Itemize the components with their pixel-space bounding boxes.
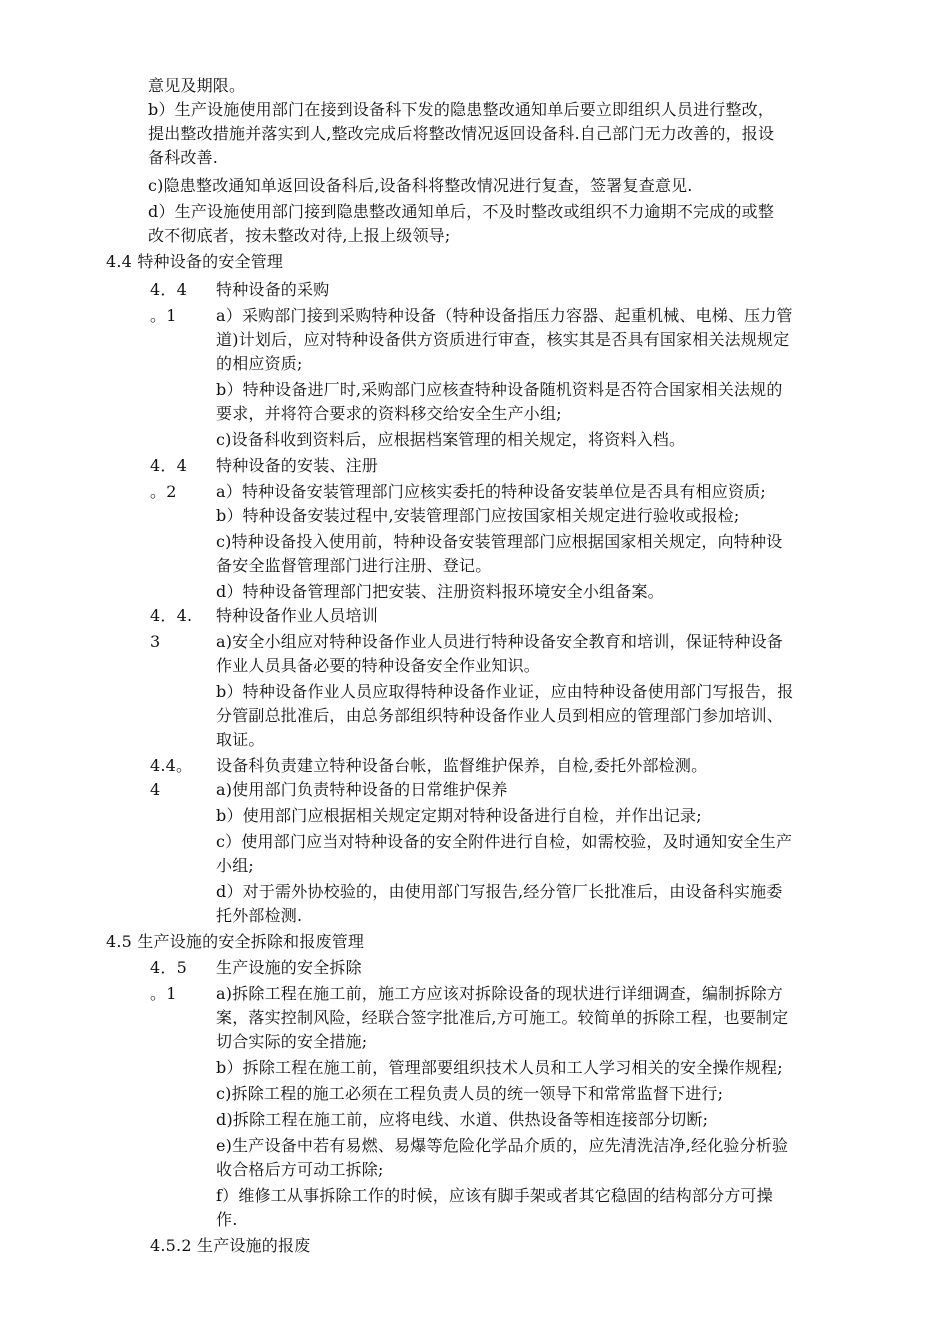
text-line: 4．4 bbox=[150, 456, 187, 475]
text-line: d)拆除工程在施工前，应将电线、水道、供热设备等相连接部分切断; bbox=[216, 1110, 709, 1129]
text-line: 分管副总批准后，由总务部组织特种设备作业人员到相应的管理部门参加培训、 bbox=[216, 706, 784, 725]
text-line: 4．5 bbox=[150, 958, 187, 977]
text-line: 特种设备的安装、注册 bbox=[216, 456, 379, 475]
text-line: 备安全监督管理部门进行注册、登记。 bbox=[216, 556, 492, 575]
text-line: c)拆除工程的施工必须在工程负责人员的统一领导下和常常监督下进行; bbox=[216, 1084, 724, 1103]
text-line: 。1 bbox=[150, 984, 177, 1003]
text-line: b）使用部门应根据相关规定定期对特种设备进行自检，并作出记录; bbox=[216, 806, 702, 825]
text-line: 取证。 bbox=[216, 730, 265, 749]
text-line: c)特种设备投入使用前，特种设备安装管理部门应根据国家相关规定，向特种设 bbox=[216, 532, 783, 551]
text-line: 4 bbox=[150, 780, 161, 799]
text-line: b）拆除工程在施工前，管理部要组织技术人员和工人学习相关的安全操作规程; bbox=[216, 1058, 783, 1077]
text-line: c)隐患整改通知单返回设备科后,设备科将整改情况进行复查，签署复查意见. bbox=[148, 176, 693, 195]
text-line: 作业人员具备必要的特种设备安全作业知识。 bbox=[216, 656, 541, 675]
text-line: f）维修工从事拆除工作的时候，应该有脚手架或者其它稳固的结构部分方可操 bbox=[216, 1186, 773, 1205]
text-line: a）特种设备安装管理部门应核实委托的特种设备安装单位是否具有相应资质; bbox=[216, 482, 766, 501]
text-line: 4.4 特种设备的安全管理 bbox=[106, 252, 284, 271]
text-line: 要求，并将符合要求的资料移交给安全生产小组; bbox=[216, 404, 562, 423]
text-line: 提出整改措施并落实到人,整改完成后将整改情况返回设备科.自己部门无力改善的，报设 bbox=[148, 124, 775, 143]
text-line: b）特种设备安装过程中,安装管理部门应按国家相关规定进行验收或报检; bbox=[216, 506, 740, 525]
text-line: 意见及期限。 bbox=[148, 76, 246, 95]
text-line: a)使用部门负责特种设备的日常维护保养 bbox=[216, 780, 508, 799]
text-line: d）生产设施使用部门接到隐患整改通知单后，不及时整改或组织不力逾期不完成的或整 bbox=[148, 202, 775, 221]
text-line: 。2 bbox=[150, 482, 177, 501]
text-line: a)安全小组应对特种设备作业人员进行特种设备安全教育和培训，保证特种设备 bbox=[216, 632, 783, 651]
text-line: 道)计划后，应对特种设备供方资质进行审查，核实其是否具有国家相关法规规定 bbox=[216, 330, 790, 349]
text-line: 4.5 生产设施的安全拆除和报废管理 bbox=[106, 932, 365, 951]
text-line: 改不彻底者，按未整改对待,上报上级领导; bbox=[148, 226, 451, 245]
text-line: b）特种设备进厂时,采购部门应核查特种设备随机资料是否符合国家相关法规的 bbox=[216, 380, 783, 399]
text-line: 4.5.2 生产设施的报废 bbox=[150, 1236, 311, 1255]
text-line: 特种设备的采购 bbox=[216, 280, 330, 299]
text-line: 生产设施的安全拆除 bbox=[216, 958, 362, 977]
text-line: 4.4。 bbox=[150, 756, 193, 775]
text-line: a)拆除工程在施工前，施工方应该对拆除设备的现状进行详细调查，编制拆除方 bbox=[216, 984, 783, 1003]
text-line: b）生产设施使用部门在接到设备科下发的隐患整改通知单后要立即组织人员进行整改， bbox=[148, 100, 775, 119]
text-line: 备科改善. bbox=[148, 148, 219, 167]
text-line: 切合实际的安全措施; bbox=[216, 1032, 368, 1051]
text-line: 作. bbox=[216, 1210, 238, 1229]
text-line: 4．4. bbox=[150, 606, 193, 625]
text-line: 特种设备作业人员培训 bbox=[216, 606, 379, 625]
text-line: b）特种设备作业人员应取得特种设备作业证，应由特种设备使用部门写报告，报 bbox=[216, 682, 794, 701]
text-line: 的相应资质; bbox=[216, 354, 303, 373]
text-line: 。1 bbox=[150, 306, 177, 325]
text-line: c）使用部门应当对特种设备的安全附件进行自检，如需校验，及时通知安全生产 bbox=[216, 832, 793, 851]
text-line: a）采购部门接到采购特种设备（特种设备指压力容器、起重机械、电梯、压力管 bbox=[216, 306, 793, 325]
text-line: 设备科负责建立特种设备台帐，监督维护保养，自检,委托外部检测。 bbox=[216, 756, 708, 775]
text-line: d）对于需外协校验的，由使用部门写报告,经分管厂长批准后，由设备科实施委 bbox=[216, 882, 783, 901]
text-line: 收合格后方可动工拆除; bbox=[216, 1160, 384, 1179]
text-line: e)生产设备中若有易燃、易爆等危险化学品介质的，应先清洗洁净,经化验分析验 bbox=[216, 1136, 789, 1155]
text-line: d）特种设备管理部门把安装、注册资料报环境安全小组备案。 bbox=[216, 582, 664, 601]
text-line: c)设备科收到资料后，应根据档案管理的相关规定，将资料入档。 bbox=[216, 430, 686, 449]
text-line: 3 bbox=[150, 632, 161, 651]
text-line: 小组; bbox=[216, 856, 254, 875]
text-line: 案，落实控制风险，经联合签字批准后,方可施工。较简单的拆除工程，也要制定 bbox=[216, 1008, 789, 1027]
text-line: 4．4 bbox=[150, 280, 187, 299]
text-line: 托外部检测. bbox=[216, 906, 303, 925]
